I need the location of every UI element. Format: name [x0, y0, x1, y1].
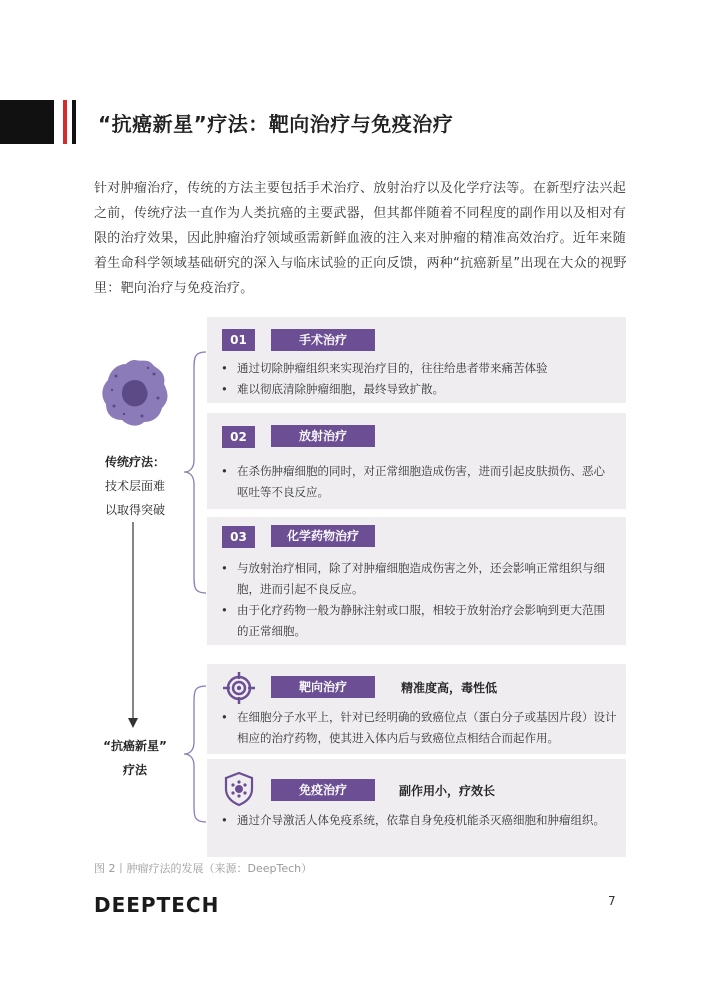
traditional-label-line3: 以取得突破	[104, 503, 165, 517]
down-arrow	[126, 522, 140, 732]
bullet-item: • 在杀伤肿瘤细胞的同时，对正常细胞造成伤害，进而引起皮肤损伤、恶心呕吐等不良反应。	[221, 464, 605, 499]
bullet-item: • 在细胞分子水平上，针对已经明确的致癌位点（蛋白分子或基因片段）设计相应的治疗药物，使其进入体内后与致癌位点相结合而起作用。	[221, 710, 617, 745]
header-red-bar	[63, 100, 67, 144]
card-number: 03	[222, 526, 255, 548]
page-number: 7	[608, 894, 616, 908]
deeptech-logo: DEEPTECH	[94, 893, 220, 917]
new-label-line1: “抗癌新星”	[103, 739, 167, 753]
new-therapy-label	[88, 734, 182, 782]
card-number: 02	[222, 426, 255, 448]
traditional-label-line1: 传统疗法：	[104, 455, 165, 469]
cancer-cell-icon	[98, 356, 172, 430]
bullet-item: • 由于化疗药物一般为静脉注射或口服，相较于放射治疗会影响到更大范围的正常细胞。	[221, 603, 605, 638]
card-bullets	[217, 707, 621, 749]
section-title: “抗癌新星”疗法：靶向治疗与免疫治疗	[98, 112, 454, 136]
intro-paragraph: 针对肿瘤治疗，传统的方法主要包括手术治疗、放射治疗以及化学疗法等。在新型疗法兴起之前，传统疗法一直作为人类抗癌的主要武器，但其都伴随着不同程度的副作用以及相对有限的治疗效果，因此肿瘤治疗领域亟需新鲜血液的注入来对肿瘤的精准高效治疗。近年来随着生命科学领域基础研究的深入与临床试验的正向反馈，两种“抗癌新星”出现在大众的视野里：靶向治疗与免疫治疗。	[94, 181, 627, 296]
bullet-item: • 通过介导激活人体免疫系统，依靠自身免疫机能杀灭癌细胞和肿瘤组织。	[221, 813, 605, 827]
new-label-line2: 疗法	[122, 763, 147, 777]
header-black-bar	[72, 100, 76, 144]
bullet-item: • 难以彻底清除肿瘤细胞，最终导致扩散。	[221, 382, 444, 396]
bullet-item: • 通过切除肿瘤组织来实现治疗目的，往往给患者带来痛苦体验	[221, 361, 548, 375]
card-label: 化学药物治疗	[271, 525, 375, 547]
card-label: 靶向治疗	[271, 676, 375, 698]
card-bullets	[217, 358, 617, 400]
new-therapy-brace	[182, 684, 210, 824]
target-icon	[223, 672, 255, 704]
card-bullets	[217, 461, 611, 503]
card-chemo	[207, 517, 626, 645]
card-bullets	[217, 810, 626, 831]
card-surgery	[207, 317, 626, 403]
card-number: 01	[222, 329, 255, 351]
figure-caption: 图 2丨肿瘤疗法的发展（来源：DeepTech）	[94, 862, 313, 875]
traditional-label-line2: 技术层面难	[104, 479, 165, 493]
card-label: 手术治疗	[271, 329, 375, 351]
card-immune	[207, 759, 626, 857]
traditional-brace	[182, 350, 210, 595]
bullet-item: • 与放射治疗相同，除了对肿瘤细胞造成伤害之外，还会影响正常组织与细胞，进而引起不良反应。	[221, 561, 605, 596]
shield-immune-icon	[223, 771, 255, 807]
header-black-block	[0, 100, 54, 144]
card-label: 放射治疗	[271, 425, 375, 447]
card-targeted	[207, 664, 626, 754]
card-bullets	[217, 558, 611, 642]
card-tag: 副作用小，疗效长	[399, 784, 496, 798]
card-tag: 精准度高，毒性低	[401, 681, 498, 695]
traditional-label	[92, 450, 178, 522]
card-radiation	[207, 413, 626, 509]
card-label: 免疫治疗	[271, 779, 375, 801]
